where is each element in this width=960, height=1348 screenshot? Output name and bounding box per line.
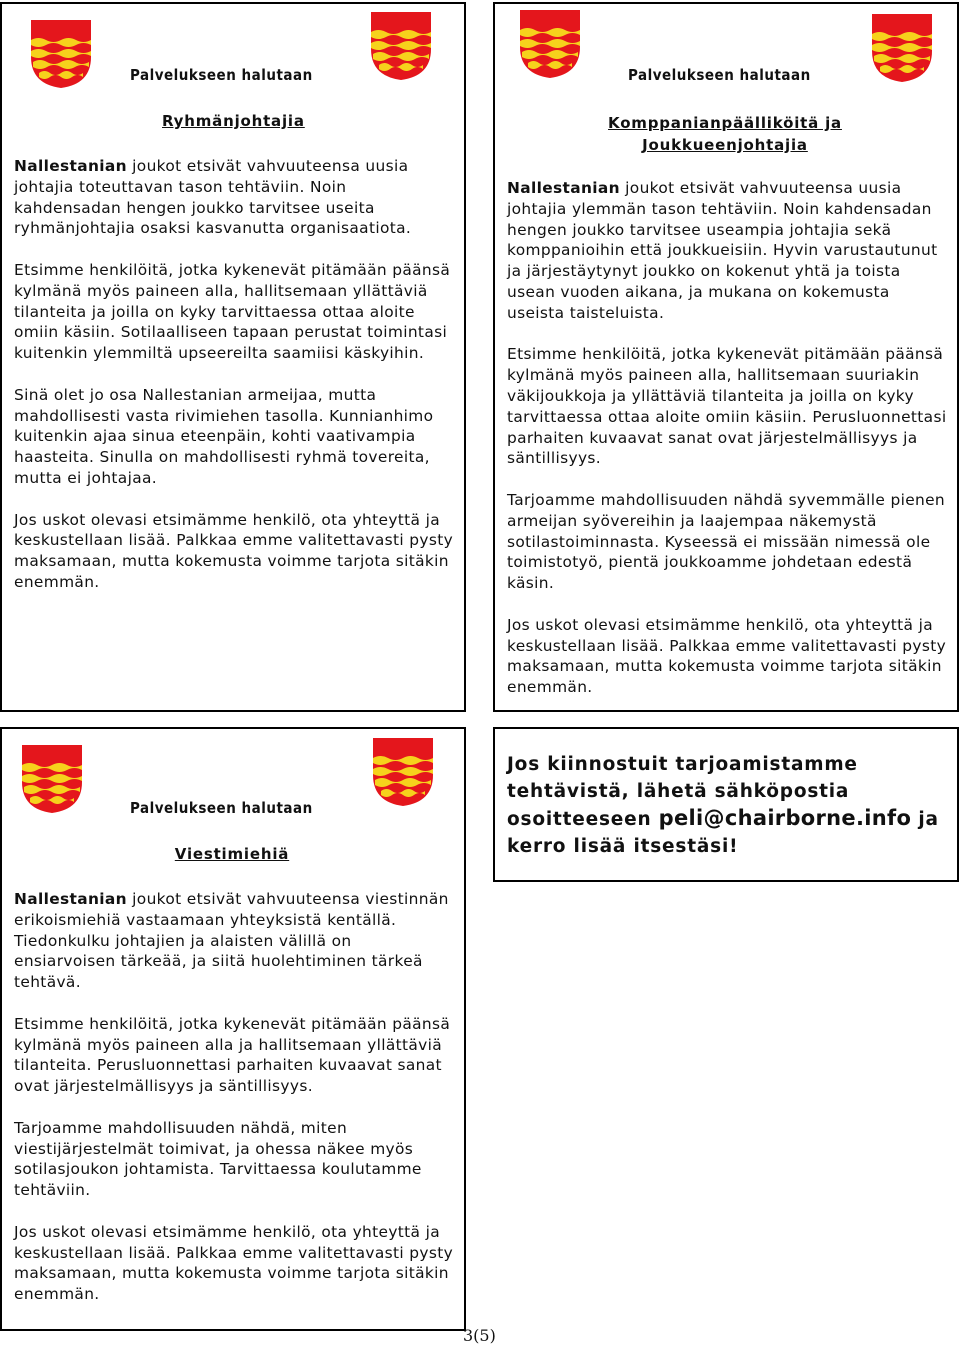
org-name: Nallestanian [14,890,127,908]
card-body [14,156,454,614]
paragraph: Etsimme henkilöitä, jotka kykenevät pitämään päänsä kylmänä myös paineen alla, hallitsemaan suuriakin väkijoukkoja ja yllättäviä tilanteita ja joilla on kyky tarvittaessa ottaa aloite omiin käsiin. Perusluonnettasi parhaiten kuvaavat sanat ovat järjestelmällisyys ja säntillisyys. [507,345,947,468]
paragraph: Nallestanian joukot etsivät vahvuuteensa viestinnän erikoismiehiä vastaamaan yhteyksistä kentällä. Tiedonkulku johtajien ja alaisten välillä on ensiarvoisen tärkeää, ja siitä huolehtiminen tärkeä tehtävä. [14,890,449,992]
paragraph: Nallestanian joukot etsivät vahvuuteensa uusia johtajia ylemmän tason tehtäviin. Noin kahdensadan hengen joukko tarvitsee useampia johtajia sekä komppanioihin että joukkueisiin. Hyvin varustautunut ja järjestäytynyt joukko on kokenut yhtä ja toista usean vuoden aikana, ja mukana on kokemusta useista taisteluista. [507,179,938,322]
card-headline: Palvelukseen halutaan [130,799,313,817]
card-subtitle: Viestimiehiä [174,845,290,863]
contact-text: Jos kiinnostuit tarjoamistamme tehtävistä, lähetä sähköpostia osoitteeseen peli@chairborne.info ja kerro lisää itsestäsi! [507,754,939,857]
paragraph: Etsimme henkilöitä, jotka kykenevät pitämään päänsä kylmänä myös paineen alla, hallitsemaan yllättäviä tilanteita ja joilla on kyky tarvittaessa ottaa aloite omiin käsiin. Sotilaalliseen tapaan perustat toimintasi kuitenkin ylemmiltä upseereilta saamiisi käskyihin. [14,260,451,363]
page-number: 3(5) [463,1326,496,1345]
paragraph: Tarjoamme mahdollisuuden nähdä syvemmälle pienen armeijan syövereihin ja laajempaa näkemystä sotilastoiminnasta. Kyseessä ei missään nimessä ole toimistotyö, pientä joukkoamme johdetaan edestä käsin. [507,490,946,593]
card-headline: Palvelukseen halutaan [628,66,811,84]
crest-icon [520,10,580,78]
card-komppanianpaallikoita [493,2,959,712]
paragraph: Nallestanian joukot etsivät vahvuuteensa uusia johtajia toteuttavan tason tehtäviin. Noin kahdensadan hengen joukko tarvitsee useita ryhmänjohtajia osaksi kasvanutta organisaatiota. [14,157,412,238]
org-name: Nallestanian [507,179,620,197]
crest-icon [373,738,433,806]
card-viestimiehia [0,727,466,1331]
paragraph: Jos uskot olevasi etsimämme henkilö, ota yhteyttä ja keskustellaan lisää. Palkkaa emme valitettavasti pysty maksamaan, mutta kokemusta voimme tarjota sitäkin enemmän. [14,510,454,591]
crest-icon [22,745,82,813]
paragraph: Etsimme henkilöitä, jotka kykenevät pitämään päänsä kylmänä myös paineen alla ja hallitsemaan yllättäviä tilanteita. Perusluonnettasi parhaiten kuvaavat sanat ovat järjestelmällisyys ja säntillisyys. [14,1014,451,1096]
paragraph: Tarjoamme mahdollisuuden nähdä, miten viestijärjestelmät toimivat, ja ohessa näkee myös sotilasjoukon johtamista. Tarvittaessa koulutamme tehtäviin. [14,1118,422,1200]
card-subtitle: Komppanianpäälliköitä ja Joukkueenjohtajia [608,114,842,154]
card-body [14,889,454,1326]
card-subtitle: Ryhmänjohtajia [162,112,305,130]
contact-box [493,727,959,882]
paragraph: Jos uskot olevasi etsimämme henkilö, ota yhteyttä ja keskustellaan lisää. Palkkaa emme valitettavasti pysty maksamaan, mutta kokemusta voimme tarjota sitäkin enemmän. [14,1222,454,1304]
paragraph: Sinä olet jo osa Nallestanian armeijaa, mutta mahdollisesti vasta rivimiehen tasolla. Kunnianhimo kuitenkin ajaa sinua eteenpäin, kohti vaativampia haasteita. Sinulla on mahdollisesti ryhmä tovereita, mutta ei johtajaa. [14,385,434,487]
email-link[interactable]: peli@chairborne.info [658,806,912,830]
paragraph: Jos uskot olevasi etsimämme henkilö, ota yhteyttä ja keskustellaan lisää. Palkkaa emme valitettavasti pysty maksamaan, mutta kokemusta voimme tarjota sitäkin enemmän. [507,615,947,697]
org-name: Nallestanian [14,157,127,175]
card-body [507,178,947,719]
card-ryhmanjohtajia [0,2,466,712]
crest-icon [371,12,431,80]
crest-icon [31,20,91,88]
card-headline: Palvelukseen halutaan [130,66,313,84]
crest-icon [872,14,932,82]
